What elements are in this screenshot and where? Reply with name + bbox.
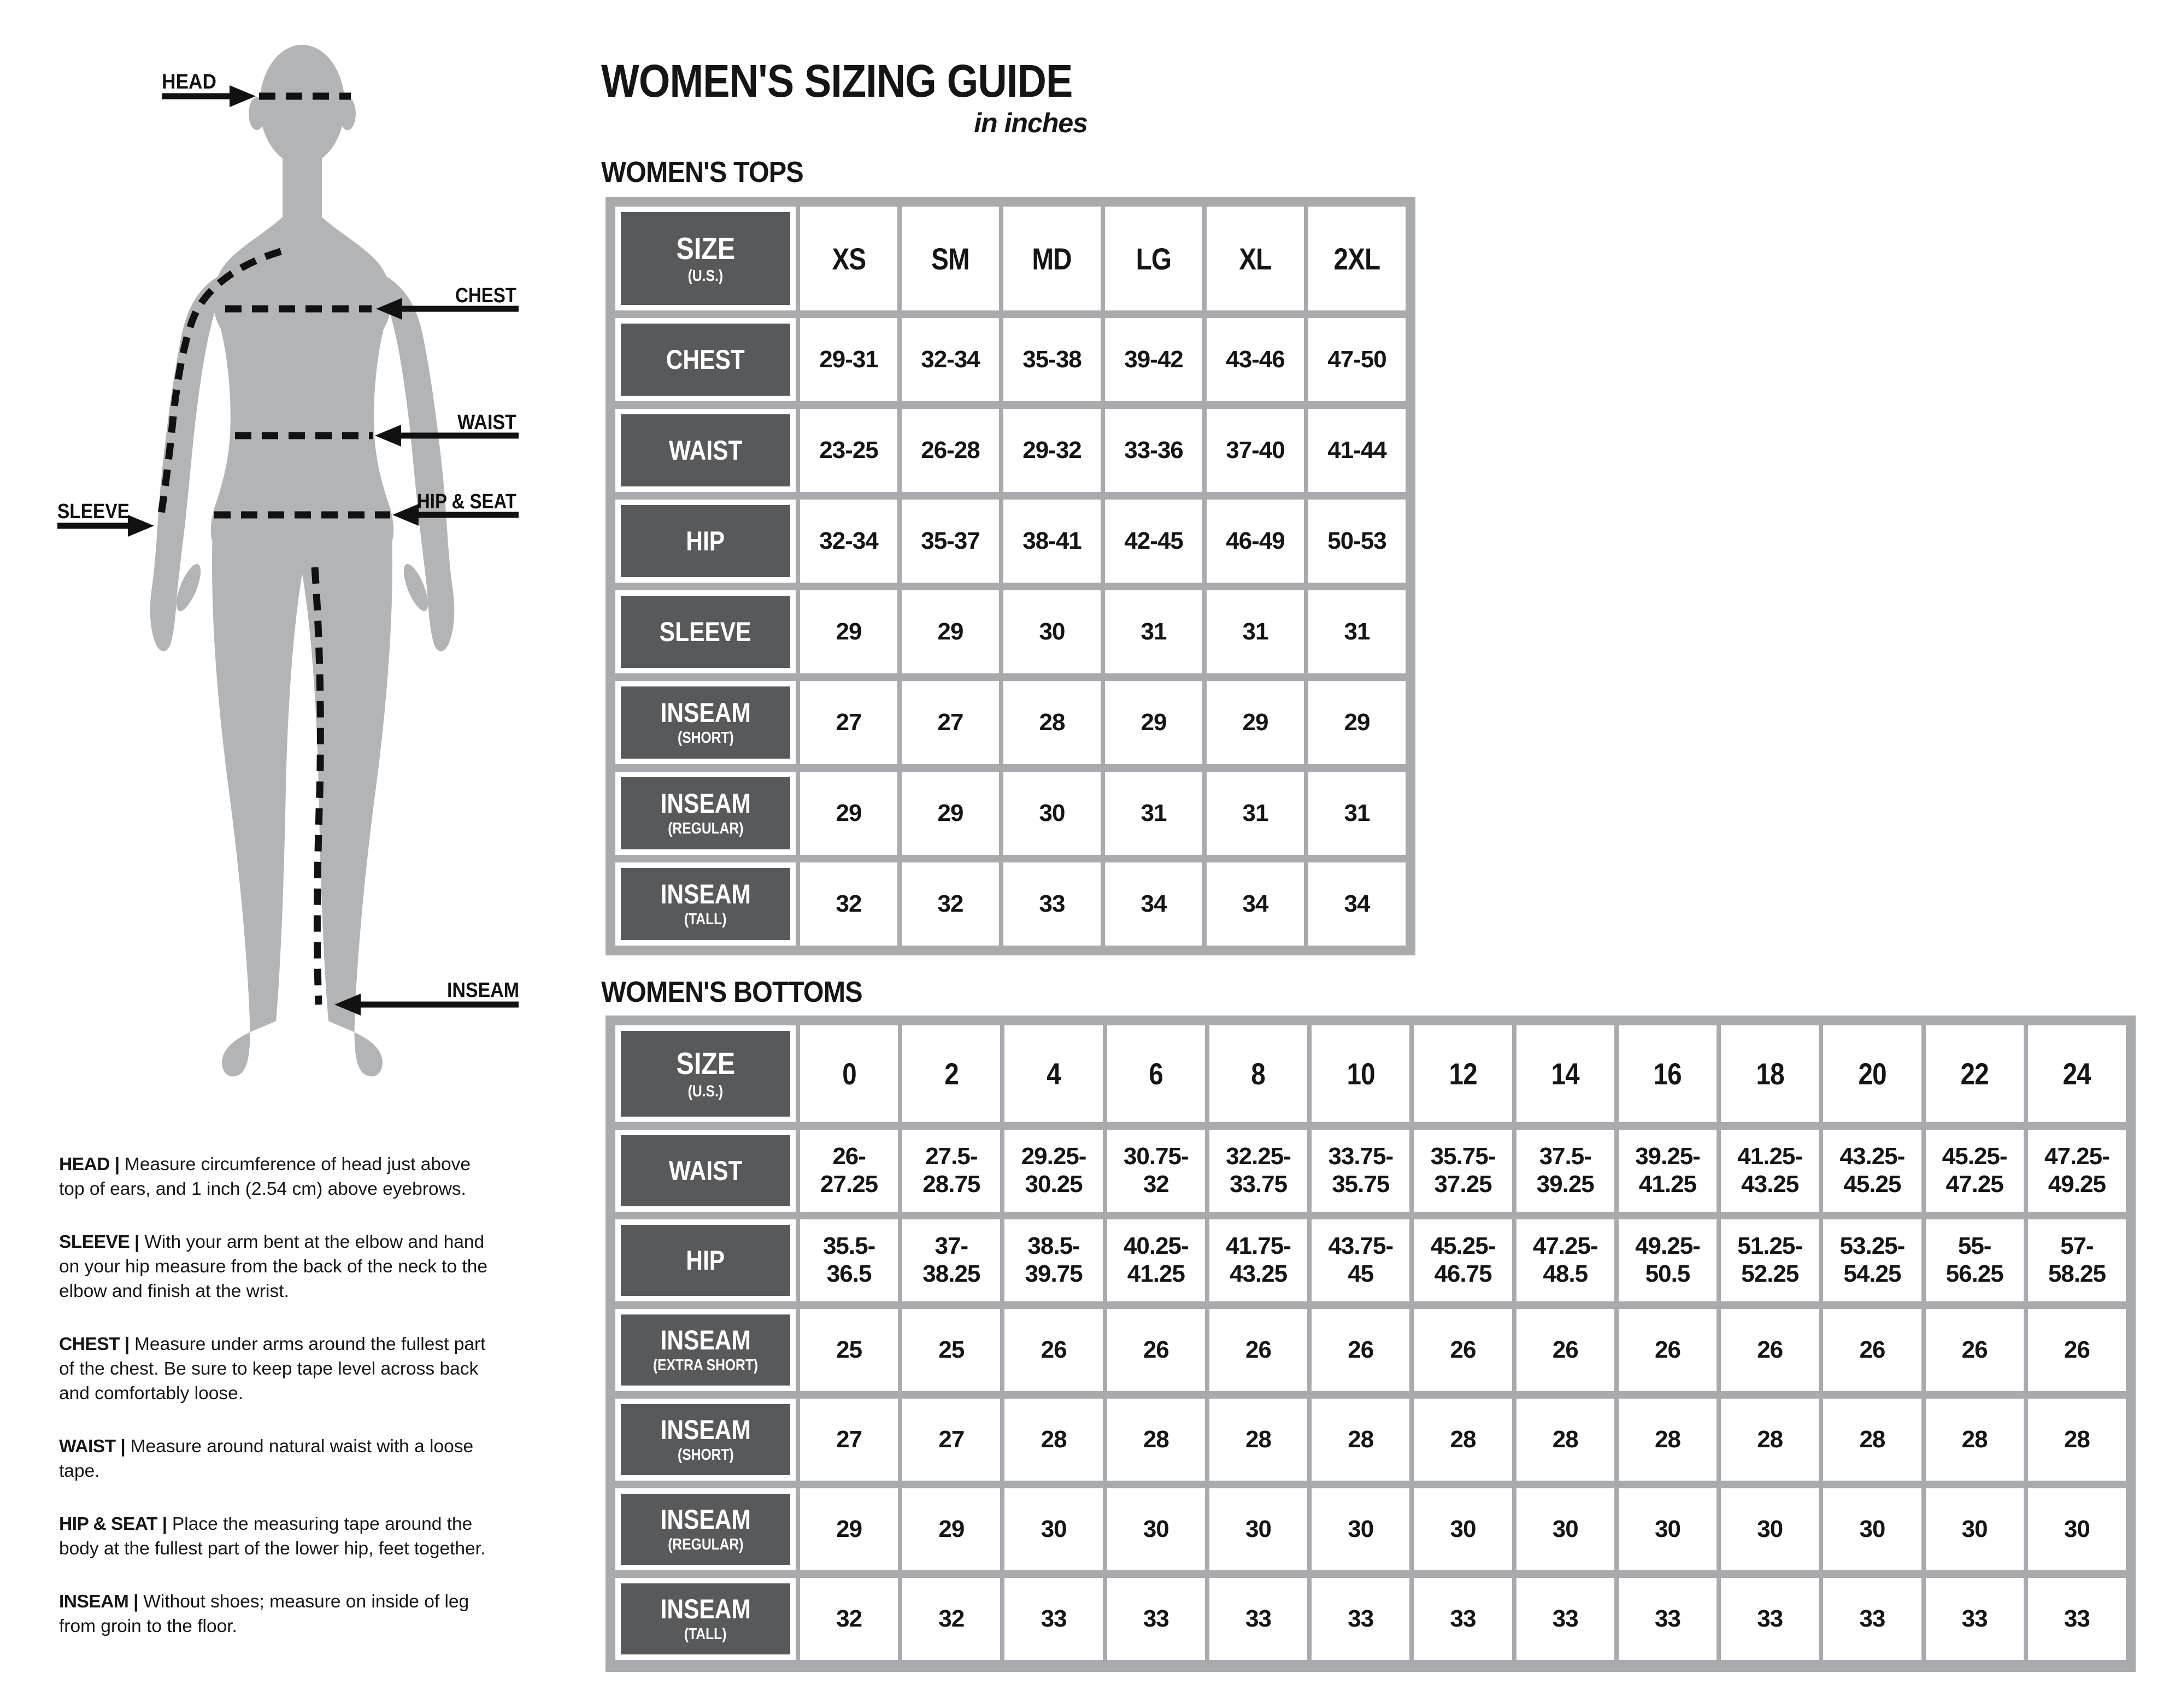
value-cell: 26 xyxy=(1004,1309,1102,1391)
value-cell: 37.5-39.25 xyxy=(1517,1130,1614,1212)
value-cell: 37-40 xyxy=(1207,409,1304,492)
value-cell: 29-31 xyxy=(800,318,897,401)
value-cell: 41-44 xyxy=(1308,409,1406,492)
value-cell: 30 xyxy=(1209,1488,1307,1570)
column-header-label: SM xyxy=(931,241,969,276)
row-sublabel: (TALL) xyxy=(684,1625,727,1644)
row-label-cell xyxy=(615,1578,796,1660)
diagram-label-head: HEAD xyxy=(162,71,216,93)
instruction-text: Measure under arms around the fullest part of the chest. Be sure to keep tape level across back and comfortably loose. xyxy=(59,1334,486,1404)
column-header-cell xyxy=(1105,207,1202,310)
value-cell: 33 xyxy=(1823,1578,1921,1660)
size-header-cell xyxy=(615,1025,796,1122)
column-header-cell xyxy=(1926,1025,2024,1122)
value-cell: 47.25-49.25 xyxy=(2028,1130,2126,1212)
row-label: WAIST xyxy=(668,435,743,466)
value-cell: 28 xyxy=(1414,1399,1512,1481)
diagram-label-hip-seat: HIP & SEAT xyxy=(417,490,516,513)
value-cell: 32.25-33.75 xyxy=(1209,1130,1307,1212)
value-cell: 30 xyxy=(1619,1488,1717,1570)
column-header-label: XL xyxy=(1239,241,1272,276)
value-cell: 30 xyxy=(1003,772,1101,855)
bottoms-section-heading: WOMEN'S BOTTOMS xyxy=(601,976,862,1008)
value-cell: 32-34 xyxy=(800,500,897,583)
column-header-label: 2XL xyxy=(1333,241,1380,276)
value-cell: 29 xyxy=(1308,681,1406,764)
value-cell: 57-58.25 xyxy=(2028,1219,2126,1301)
value-cell: 31 xyxy=(1207,772,1304,855)
value-cell: 30 xyxy=(1823,1488,1921,1570)
female-body-silhouette-graphic xyxy=(150,45,455,1076)
value-cell: 41.75-43.25 xyxy=(1209,1219,1307,1301)
column-header-cell xyxy=(1312,1025,1409,1122)
value-cell: 34 xyxy=(1308,862,1406,946)
value-cell: 27 xyxy=(902,681,999,764)
value-cell: 29 xyxy=(800,590,897,673)
row-label: WAIST xyxy=(668,1155,743,1186)
row-label-cell xyxy=(615,590,796,673)
value-cell: 26 xyxy=(1107,1309,1205,1391)
row-label: INSEAM xyxy=(660,1325,751,1356)
value-cell: 33 xyxy=(1517,1578,1614,1660)
instruction-term: INSEAM | xyxy=(59,1592,138,1612)
value-cell: 27 xyxy=(800,681,897,764)
value-cell: 33 xyxy=(2028,1578,2126,1660)
value-cell: 35-37 xyxy=(902,500,999,583)
value-cell: 33 xyxy=(1209,1578,1307,1660)
instruction-term: CHEST | xyxy=(59,1334,130,1354)
value-cell: 23-25 xyxy=(800,409,897,492)
value-cell: 37-38.25 xyxy=(902,1219,1000,1301)
column-header-label: 16 xyxy=(1653,1057,1682,1091)
value-cell: 46-49 xyxy=(1207,500,1304,583)
value-cell: 35.5-36.5 xyxy=(800,1219,898,1301)
row-label-cell xyxy=(615,318,796,401)
value-cell: 27.5-28.75 xyxy=(902,1130,1000,1212)
column-header-cell xyxy=(1308,207,1406,310)
row-sublabel: (TALL) xyxy=(684,911,727,929)
value-cell: 25 xyxy=(902,1309,1000,1391)
value-cell: 39-42 xyxy=(1105,318,1202,401)
measuring-instructions xyxy=(59,1152,496,1667)
row-label-cell xyxy=(615,1309,796,1391)
value-cell: 26-27.25 xyxy=(800,1130,898,1212)
value-cell: 49.25-50.5 xyxy=(1619,1219,1717,1301)
row-label-cell xyxy=(615,409,796,492)
value-cell: 31 xyxy=(1105,590,1202,673)
instruction-term: WAIST | xyxy=(59,1436,126,1457)
value-cell: 28 xyxy=(1619,1399,1717,1481)
row-sublabel: (REGULAR) xyxy=(667,820,744,838)
instruction-text: Place the measuring tape around the body at the fullest part of the lower hip, feet together. xyxy=(59,1514,486,1559)
instruction-paragraph xyxy=(59,1230,496,1304)
value-cell: 47-50 xyxy=(1308,318,1406,401)
bottoms-size-table xyxy=(606,1016,2136,1672)
value-cell: 34 xyxy=(1105,862,1202,946)
value-cell: 30 xyxy=(1414,1488,1512,1570)
size-header-sublabel: (U.S.) xyxy=(687,267,724,285)
row-label: HIP xyxy=(686,1245,725,1276)
value-cell: 26 xyxy=(1312,1309,1409,1391)
row-label-cell xyxy=(615,681,796,764)
column-header-label: XS xyxy=(832,241,866,276)
value-cell: 30 xyxy=(1926,1488,2024,1570)
value-cell: 43.75-45 xyxy=(1312,1219,1409,1301)
value-cell: 33 xyxy=(1004,1578,1102,1660)
value-cell: 32 xyxy=(800,862,897,946)
value-cell: 27 xyxy=(800,1399,898,1481)
column-header-label: 0 xyxy=(842,1057,856,1091)
row-label: INSEAM xyxy=(660,788,751,819)
column-header-cell xyxy=(1003,207,1101,310)
value-cell: 51.25-52.25 xyxy=(1721,1219,1819,1301)
instruction-paragraph xyxy=(59,1589,496,1639)
inseam-measure-line xyxy=(315,567,320,1005)
value-cell: 26 xyxy=(1517,1309,1614,1391)
value-cell: 28 xyxy=(1003,681,1101,764)
value-cell: 29 xyxy=(800,1488,898,1570)
column-header-cell xyxy=(800,1025,898,1122)
value-cell: 25 xyxy=(800,1309,898,1391)
value-cell: 26 xyxy=(1619,1309,1717,1391)
row-label-cell xyxy=(615,772,796,855)
value-cell: 26 xyxy=(1926,1309,2024,1391)
value-cell: 33 xyxy=(1619,1578,1717,1660)
row-label-cell xyxy=(615,1488,796,1570)
value-cell: 30 xyxy=(2028,1488,2126,1570)
tops-section-heading: WOMEN'S TOPS xyxy=(601,156,803,189)
value-cell: 45.25-47.25 xyxy=(1926,1130,2024,1212)
value-cell: 35.75-37.25 xyxy=(1414,1130,1512,1212)
instruction-term: SLEEVE | xyxy=(59,1232,139,1252)
row-label-cell xyxy=(615,1399,796,1481)
value-cell: 26 xyxy=(1823,1309,1921,1391)
page-subtitle: in inches xyxy=(974,108,1088,138)
column-header-cell xyxy=(800,207,897,310)
column-header-cell xyxy=(1207,207,1304,310)
value-cell: 28 xyxy=(1312,1399,1409,1481)
diagram-label-chest: CHEST xyxy=(455,284,516,307)
value-cell: 47.25-48.5 xyxy=(1517,1219,1614,1301)
column-header-label: 8 xyxy=(1251,1057,1266,1091)
column-header-label: 22 xyxy=(1960,1057,1989,1091)
column-header-label: 12 xyxy=(1449,1057,1477,1091)
column-header-label: 4 xyxy=(1047,1057,1061,1091)
column-header-cell xyxy=(1517,1025,1614,1122)
value-cell: 33 xyxy=(1107,1578,1205,1660)
value-cell: 29 xyxy=(800,772,897,855)
column-header-cell xyxy=(1414,1025,1512,1122)
value-cell: 43-46 xyxy=(1207,318,1304,401)
value-cell: 26 xyxy=(1721,1309,1819,1391)
row-sublabel: (SHORT) xyxy=(677,1446,734,1464)
column-header-label: 2 xyxy=(944,1057,959,1091)
row-sublabel: (EXTRA SHORT) xyxy=(653,1357,759,1375)
page-title: WOMEN'S SIZING GUIDE xyxy=(601,55,1073,107)
value-cell: 27 xyxy=(902,1399,1000,1481)
value-cell: 30.75-32 xyxy=(1107,1130,1205,1212)
row-label: INSEAM xyxy=(660,1504,751,1535)
row-label: INSEAM xyxy=(660,697,751,729)
column-header-label: 14 xyxy=(1551,1057,1579,1091)
column-header-label: 10 xyxy=(1347,1057,1375,1091)
value-cell: 33 xyxy=(1312,1578,1409,1660)
column-header-cell xyxy=(1209,1025,1307,1122)
value-cell: 38-41 xyxy=(1003,500,1101,583)
value-cell: 35-38 xyxy=(1003,318,1101,401)
value-cell: 29 xyxy=(902,590,999,673)
value-cell: 33 xyxy=(1414,1578,1512,1660)
column-header-cell xyxy=(902,207,999,310)
value-cell: 34 xyxy=(1207,862,1304,946)
row-label: INSEAM xyxy=(660,1414,751,1446)
diagram-label-sleeve: SLEEVE xyxy=(57,500,130,523)
value-cell: 33-36 xyxy=(1105,409,1202,492)
instruction-text: Measure around natural waist with a loose tape. xyxy=(59,1436,474,1481)
value-cell: 29 xyxy=(902,772,999,855)
value-cell: 29 xyxy=(1105,681,1202,764)
column-header-label: 6 xyxy=(1149,1057,1163,1091)
row-label: INSEAM xyxy=(660,879,751,910)
column-header-label: 18 xyxy=(1756,1057,1784,1091)
value-cell: 31 xyxy=(1105,772,1202,855)
value-cell: 29 xyxy=(1207,681,1304,764)
column-header-cell xyxy=(2028,1025,2126,1122)
value-cell: 28 xyxy=(1004,1399,1102,1481)
value-cell: 28 xyxy=(2028,1399,2126,1481)
row-label: CHEST xyxy=(666,344,745,375)
value-cell: 50-53 xyxy=(1308,500,1406,583)
value-cell: 30 xyxy=(1003,590,1101,673)
value-cell: 30 xyxy=(1107,1488,1205,1570)
value-cell: 43.25-45.25 xyxy=(1823,1130,1921,1212)
value-cell: 32 xyxy=(902,862,999,946)
instruction-text: With your arm bent at the elbow and hand on your hip measure from the back of the neck to the elbow and finish at the wrist. xyxy=(59,1232,487,1301)
value-cell: 28 xyxy=(1517,1399,1614,1481)
body-measurement-diagram xyxy=(0,0,601,1131)
row-label: INSEAM xyxy=(660,1594,751,1625)
column-header-label: LG xyxy=(1136,241,1172,276)
value-cell: 32 xyxy=(800,1578,898,1660)
value-cell: 32 xyxy=(902,1578,1000,1660)
column-header-cell xyxy=(902,1025,1000,1122)
size-header-cell xyxy=(615,207,796,310)
value-cell: 33 xyxy=(1926,1578,2024,1660)
value-cell: 26 xyxy=(2028,1309,2126,1391)
value-cell: 30 xyxy=(1312,1488,1409,1570)
column-header-cell xyxy=(1004,1025,1102,1122)
value-cell: 53.25-54.25 xyxy=(1823,1219,1921,1301)
instruction-text: Measure circumference of head just above top of ears, and 1 inch (2.54 cm) above eyebrows. xyxy=(59,1154,471,1199)
diagram-label-inseam: INSEAM xyxy=(447,979,519,1002)
row-label-cell xyxy=(615,500,796,583)
value-cell: 40.25-41.25 xyxy=(1107,1219,1205,1301)
value-cell: 39.25-41.25 xyxy=(1619,1130,1717,1212)
value-cell: 31 xyxy=(1207,590,1304,673)
value-cell: 29 xyxy=(902,1488,1000,1570)
value-cell: 26 xyxy=(1209,1309,1307,1391)
diagram-label-waist: WAIST xyxy=(457,411,516,434)
size-header-label: SIZE xyxy=(676,1046,735,1082)
row-label-cell xyxy=(615,1130,796,1212)
value-cell: 28 xyxy=(1107,1399,1205,1481)
value-cell: 28 xyxy=(1209,1399,1307,1481)
value-cell: 30 xyxy=(1721,1488,1819,1570)
value-cell: 31 xyxy=(1308,772,1406,855)
value-cell: 41.25-43.25 xyxy=(1721,1130,1819,1212)
value-cell: 33 xyxy=(1721,1578,1819,1660)
value-cell: 28 xyxy=(1823,1399,1921,1481)
column-header-cell xyxy=(1721,1025,1819,1122)
tops-size-table xyxy=(606,197,1415,955)
column-header-label: 20 xyxy=(1858,1057,1886,1091)
value-cell: 38.5-39.75 xyxy=(1004,1219,1102,1301)
value-cell: 33 xyxy=(1003,862,1101,946)
column-header-cell xyxy=(1619,1025,1717,1122)
column-header-cell xyxy=(1107,1025,1205,1122)
value-cell: 32-34 xyxy=(902,318,999,401)
value-cell: 30 xyxy=(1004,1488,1102,1570)
row-label: SLEEVE xyxy=(660,617,751,647)
value-cell: 26 xyxy=(1414,1309,1512,1391)
instruction-paragraph xyxy=(59,1434,496,1483)
size-header-label: SIZE xyxy=(676,231,735,266)
value-cell: 42-45 xyxy=(1105,500,1202,583)
instruction-paragraph xyxy=(59,1512,496,1561)
value-cell: 30 xyxy=(1517,1488,1614,1570)
column-header-label: 24 xyxy=(2062,1057,2091,1091)
column-header-cell xyxy=(1823,1025,1921,1122)
row-label-cell xyxy=(615,862,796,946)
row-sublabel: (SHORT) xyxy=(677,729,734,747)
value-cell: 33.75-35.75 xyxy=(1312,1130,1409,1212)
instruction-term: HEAD | xyxy=(59,1154,120,1175)
value-cell: 45.25-46.75 xyxy=(1414,1219,1512,1301)
value-cell: 26-28 xyxy=(902,409,999,492)
row-label: HIP xyxy=(686,526,725,556)
value-cell: 29-32 xyxy=(1003,409,1101,492)
value-cell: 31 xyxy=(1308,590,1406,673)
instruction-text: Without shoes; measure on inside of leg from groin to the floor. xyxy=(59,1592,469,1636)
size-header-sublabel: (U.S.) xyxy=(687,1082,724,1100)
value-cell: 28 xyxy=(1926,1399,2024,1481)
row-label-cell xyxy=(615,1219,796,1301)
column-header-label: MD xyxy=(1032,241,1072,276)
value-cell: 28 xyxy=(1721,1399,1819,1481)
row-sublabel: (REGULAR) xyxy=(667,1536,744,1554)
instruction-paragraph xyxy=(59,1152,496,1201)
instruction-paragraph xyxy=(59,1332,496,1406)
instruction-term: HIP & SEAT | xyxy=(59,1514,167,1534)
value-cell: 29.25-30.25 xyxy=(1004,1130,1102,1212)
value-cell: 55-56.25 xyxy=(1926,1219,2024,1301)
